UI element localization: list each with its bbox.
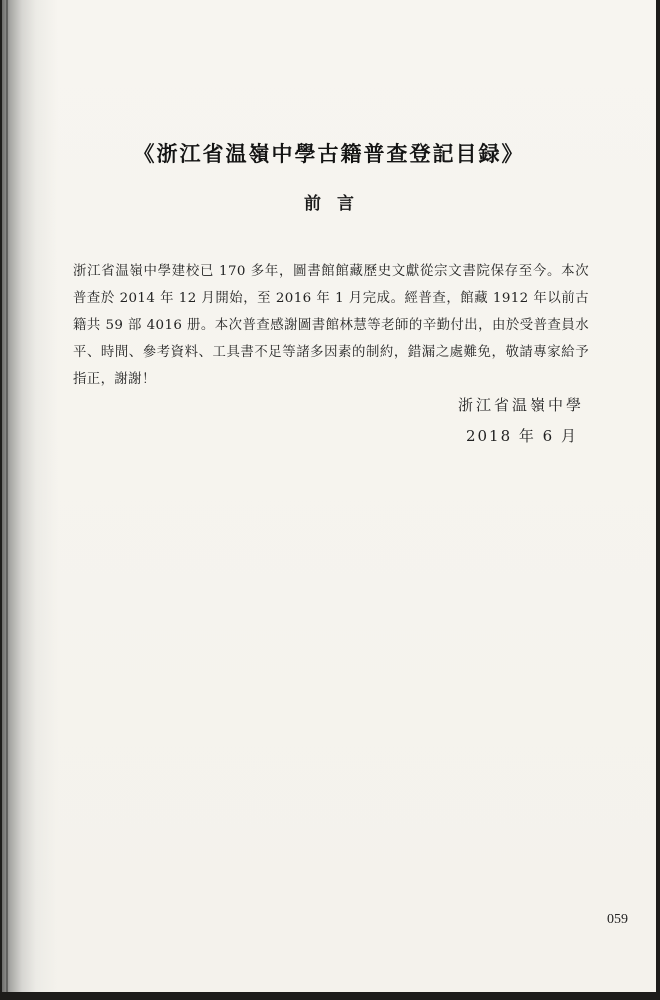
preface-body: 浙江省温嶺中學建校已 170 多年，圖書館館藏歷史文獻從宗文書院保存至今。本次普查於 2014 年 12 月開始，至 2016 年 1 月完成。經普查，館藏 1912 年以前古籍共 59 部 4016 册。本次普查感謝圖書館林慧等老師的辛勤付出，由於受普查員水平、時間、參考資料、工具書不足等諸多因素的制約，錯漏之處難免，敬請專家給予指正，謝謝！	[73, 264, 589, 387]
preface-heading: 前言	[304, 194, 370, 214]
signature-organization: 浙江省温嶺中學	[457, 396, 584, 414]
document-title: 《浙江省温嶺中學古籍普查登記目録》	[133, 141, 525, 166]
signature-date: 2018 年 6 月	[465, 427, 578, 445]
book-page	[2, 0, 656, 992]
page-number: 059	[607, 912, 628, 927]
